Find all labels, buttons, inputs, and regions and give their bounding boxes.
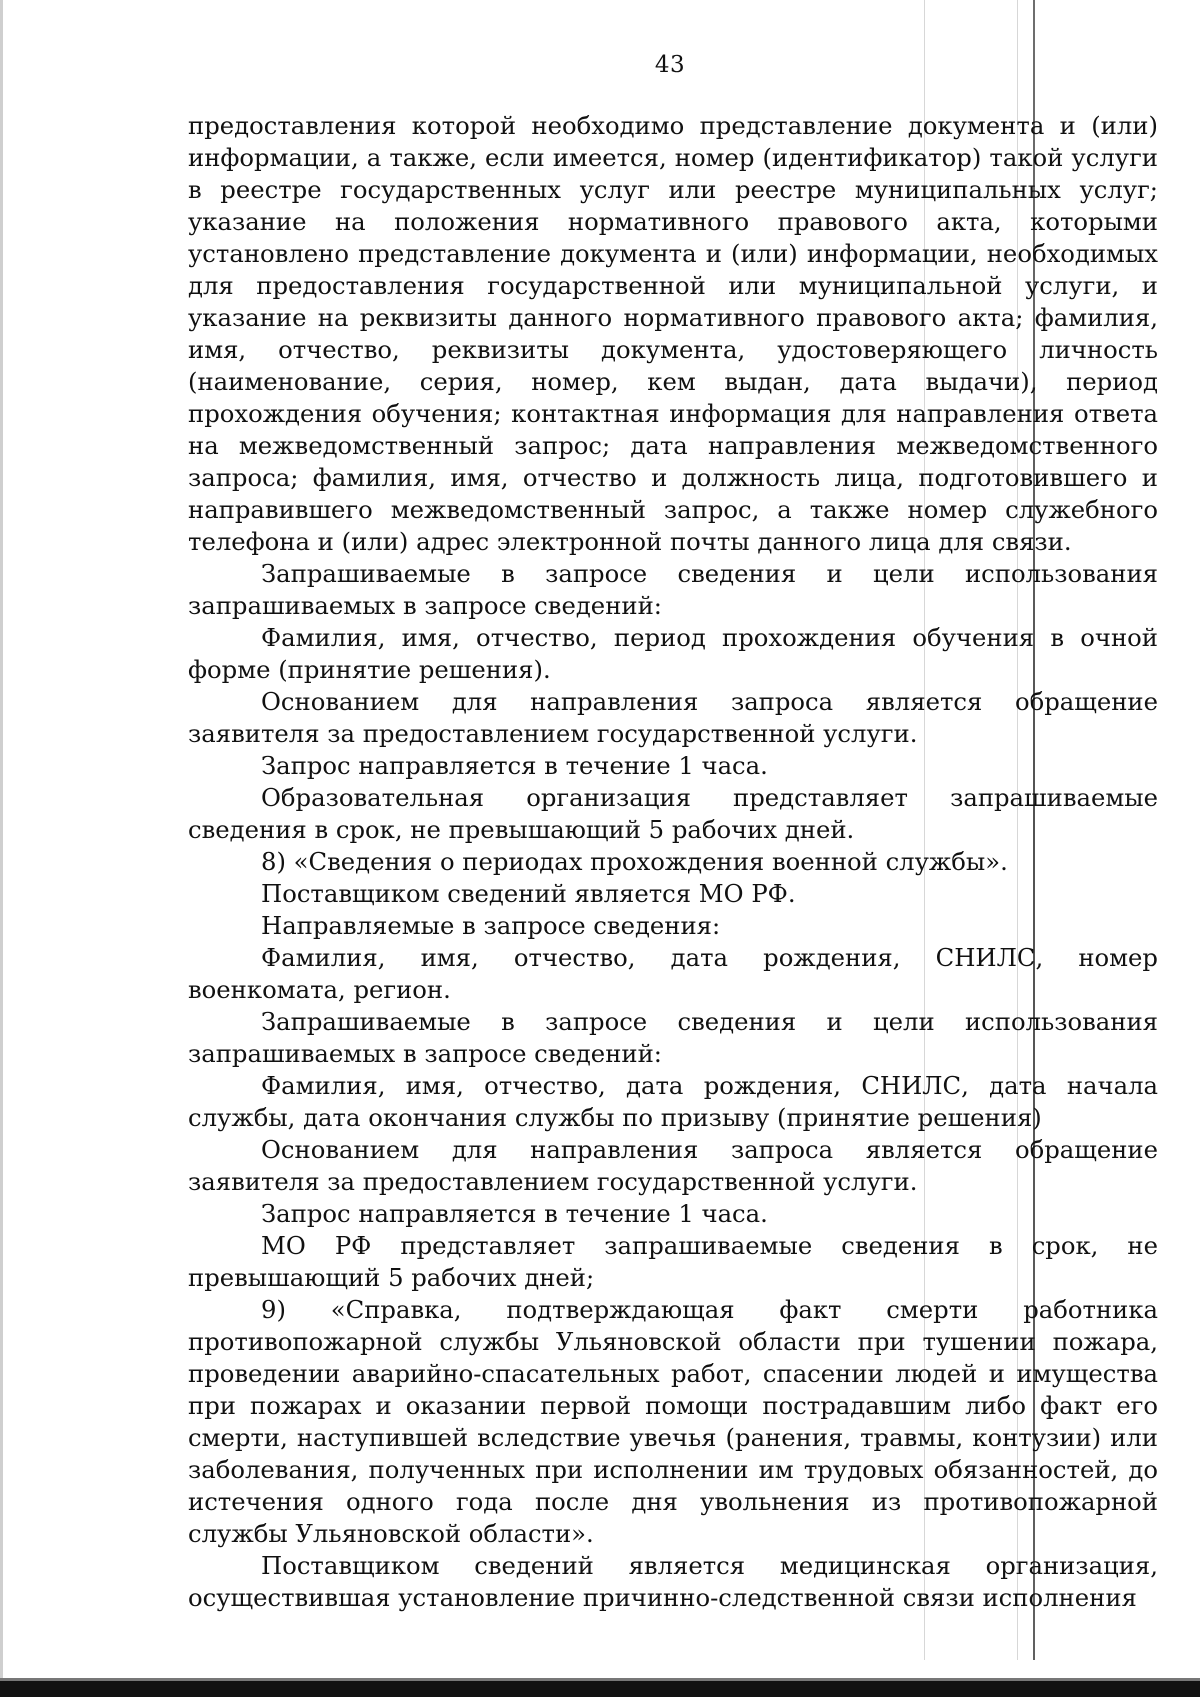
paragraph: Фамилия, имя, отчество, дата рождения, СНИЛС, номер военкомата, регион. [188, 943, 1158, 1004]
paragraph: предоставления которой необходимо представление документа и (или) информации, а также, если имеется, номер (идентификатор) такой услуги в реестре государственных услуг или реестре муниципальных услуг; указание на положения нормативного правового акта, которыми установлено представление документа и (или) информации, необходимых для предоставления государственной или муниципальной услуги, и указание на реквизиты данного нормативного правового акта; фамилия, имя, отчество, реквизиты документа, удостоверяющего личность (наименование, серия, номер, кем выдан, дата выдачи), период прохождения обучения; контактная информация для направления ответа на межведомственный запрос; дата направления межведомственного запроса; фамилия, имя, отчество и должность лица, подготовившего и направившего межведомственный запрос, а также номер служебного телефона и (или) адрес электронной почты данного лица для связи. [188, 111, 1158, 556]
paragraph: Поставщиком сведений является медицинская организация, осуществившая установление причинно-следственной связи исполнения [188, 1551, 1158, 1612]
document-body [188, 110, 1158, 1614]
paragraph: Запрос направляется в течение 1 часа. [261, 751, 768, 780]
paragraph: Запрашиваемые в запросе сведения и цели использования запрашиваемых в запросе сведений: [188, 559, 1158, 620]
paragraph: Запрос направляется в течение 1 часа. [261, 1199, 768, 1228]
list-item-heading: 9) «Справка, подтверждающая факт смерти работника противопожарной службы Ульяновской области при тушении пожара, проведении аварийно-спасательных работ, спасении людей и имущества при пожарах и оказании первой помощи пострадавшим либо факт его смерти, наступившей вследствие увечья (ранения, травмы, контузии) или заболевания, полученных при исполнении им трудовых обязанностей, до истечения одного года после дня увольнения из противопожарной службы Ульяновской области». [188, 1295, 1158, 1548]
paragraph: Образовательная организация представляет запрашиваемые сведения в срок, не превышающий 5 рабочих дней. [188, 783, 1158, 844]
paragraph: Поставщиком сведений является МО РФ. [261, 879, 796, 908]
paragraph: МО РФ представляет запрашиваемые сведения в срок, не превышающий 5 рабочих дней; [188, 1231, 1158, 1292]
page-number: 43 [654, 52, 686, 78]
paragraph: Фамилия, имя, отчество, дата рождения, СНИЛС, дата начала службы, дата окончания службы по призыву (принятие решения) [188, 1071, 1158, 1132]
paragraph: Запрашиваемые в запросе сведения и цели использования запрашиваемых в запросе сведений: [188, 1007, 1158, 1068]
paragraph: Направляемые в запросе сведения: [261, 911, 721, 940]
list-item-heading: 8) «Сведения о периодах прохождения военной службы». [261, 847, 1008, 876]
paragraph: Основанием для направления запроса является обращение заявителя за предоставлением государственной услуги. [188, 687, 1158, 748]
paragraph: Основанием для направления запроса является обращение заявителя за предоставлением государственной услуги. [188, 1135, 1158, 1196]
paragraph: Фамилия, имя, отчество, период прохождения обучения в очной форме (принятие решения). [188, 623, 1158, 684]
scan-left-edge [0, 0, 3, 1697]
scan-bottom-bar [0, 1681, 1200, 1697]
